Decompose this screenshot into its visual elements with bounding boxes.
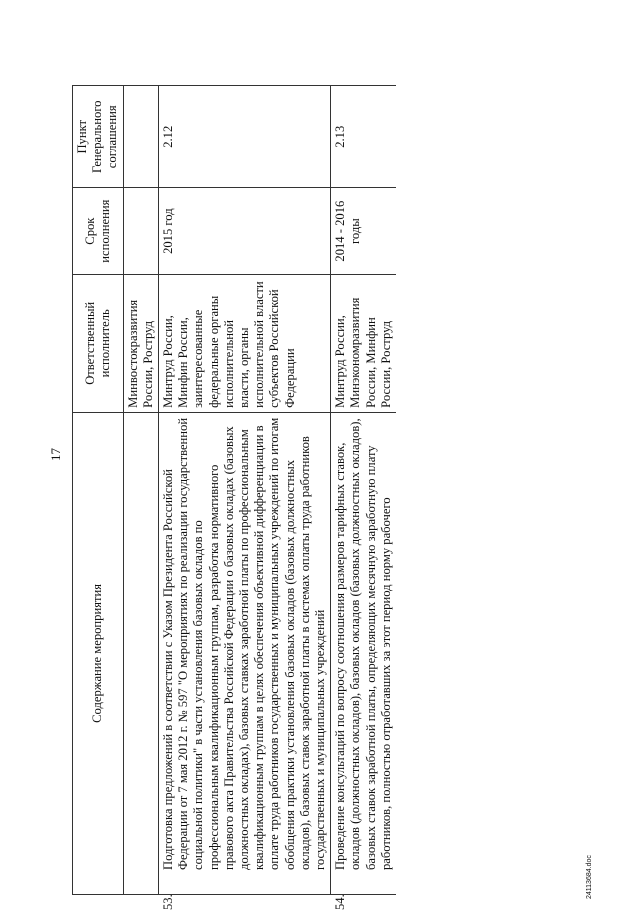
header-content: Содержание мероприятия	[73, 412, 124, 894]
row-content-cell	[123, 412, 158, 894]
table-row	[123, 86, 158, 895]
row-responsible: Минтруд России, Минфин России, заинтересованные федеральные органы исполнительной власти, органы исполнительной власти субъектов Российской Федерации	[159, 274, 331, 412]
row-deadline: 2014 - 2016 годы	[331, 188, 396, 274]
row-clause: 2.13	[331, 86, 396, 189]
document-filename: 24113684.doc	[586, 855, 593, 899]
row-responsible: Минвостокразвития России, Роструд	[123, 274, 158, 412]
row-number: 53.	[161, 894, 176, 910]
row-clause: 2.12	[159, 86, 331, 189]
row-clause	[123, 86, 158, 189]
row-deadline	[123, 188, 158, 274]
row-content-cell	[331, 412, 396, 910]
header-deadline: Срок исполнения	[73, 188, 124, 274]
header-clause: Пункт Генерального соглашения	[73, 86, 124, 189]
measures-table	[72, 85, 396, 910]
table-row	[331, 86, 396, 895]
header-responsible: Ответственный исполнитель	[73, 274, 124, 412]
row-content-cell	[159, 412, 331, 910]
row-number: 54.	[333, 894, 348, 910]
row-content: Подготовка предложений в соответствии с Указом Президента Российской Федерации от 7 мая 2012 г. № 597 "О мероприятиях по реализации государственной социальной политики" в части установления базовых окладов по профессиональным квалификационным группам, разработка нормативного правового акта Правительства Российской Федерации о базовых окладах (базовых должностных окладах), базовых ставках заработной платы по профессиональным квалификационным группам в целях обеспечения объективной дифференциации в оплате труда работников государственных и муниципальных учреждений по итогам обобщения практики установления базовых окладов (базовых должностных окладов), базовых ставок заработной платы в системах оплаты труда работников государственных и муниципальных учреждений	[161, 417, 328, 870]
page-number: 17	[48, 448, 63, 461]
table-row	[159, 86, 331, 895]
row-content: Проведение консультаций по вопросу соотношения размеров тарифных ставок, окладов (должностных окладов), базовых окладов (базовых должностных окладов), базовых ставок заработной платы, определяющих месячную заработную плату работников, полностью отработавших за этот период норму рабочего	[333, 418, 393, 870]
table-header-row	[73, 86, 124, 895]
row-deadline: 2015 год	[159, 188, 331, 274]
row-responsible: Минтруд России, Минэкономразвития России, Минфин России, Роструд	[331, 274, 396, 412]
